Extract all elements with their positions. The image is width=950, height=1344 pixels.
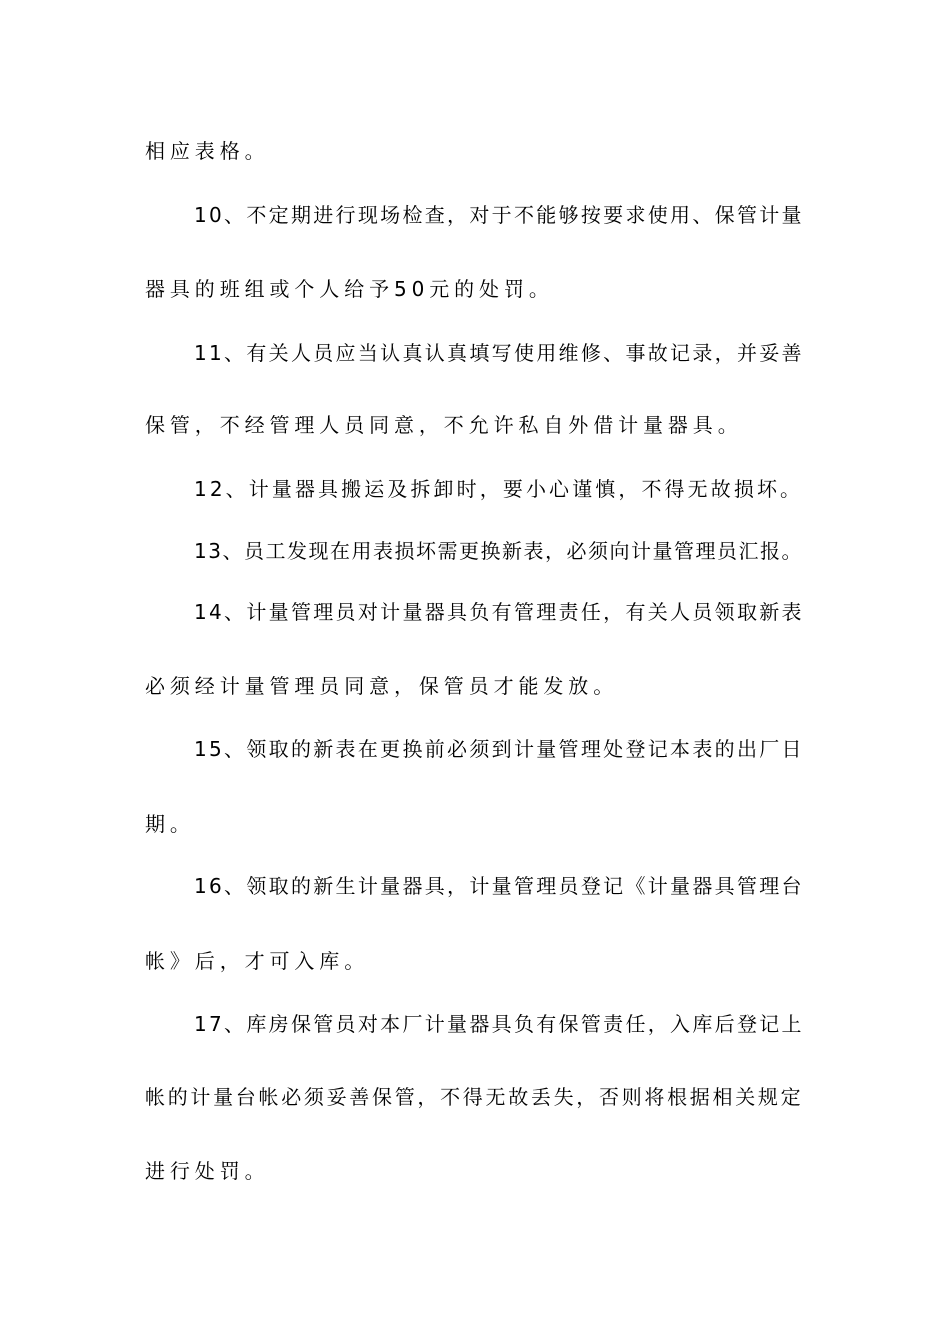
text-line: 相应表格。 (145, 139, 270, 163)
text-line: 器具的班组或个人给予50元的处罚。 (145, 277, 554, 301)
text-line: 15、领取的新表在更换前必须到计量管理处登记本表的出厂日 (194, 737, 804, 761)
text-line: 10、不定期进行现场检查，对于不能够按要求使用、保管计量 (194, 203, 804, 227)
text-line: 12、计量器具搬运及拆卸时，要小心谨慎，不得无故损坏。 (194, 477, 804, 501)
text-line: 帐的计量台帐必须妥善保管，不得无故丢失，否则将根据相关规定 (145, 1085, 804, 1109)
text-line: 17、库房保管员对本厂计量器具负有保管责任，入库后登记上 (194, 1012, 804, 1036)
text-line: 14、计量管理员对计量器具负有管理责任，有关人员领取新表 (194, 600, 804, 624)
text-line: 11、有关人员应当认真认真填写使用维修、事故记录，并妥善 (194, 341, 804, 365)
text-line: 期。 (145, 812, 195, 836)
text-line: 进行处罚。 (145, 1159, 270, 1183)
text-line: 保管，不经管理人员同意，不允许私自外借计量器具。 (145, 413, 743, 437)
text-line: 16、领取的新生计量器具，计量管理员登记《计量器具管理台 (194, 874, 804, 898)
text-line: 必须经计量管理员同意，保管员才能发放。 (145, 674, 619, 698)
text-line: 13、员工发现在用表损坏需更换新表，必须向计量管理员汇报。 (194, 539, 803, 563)
text-line: 帐》后，才可入库。 (145, 949, 370, 973)
